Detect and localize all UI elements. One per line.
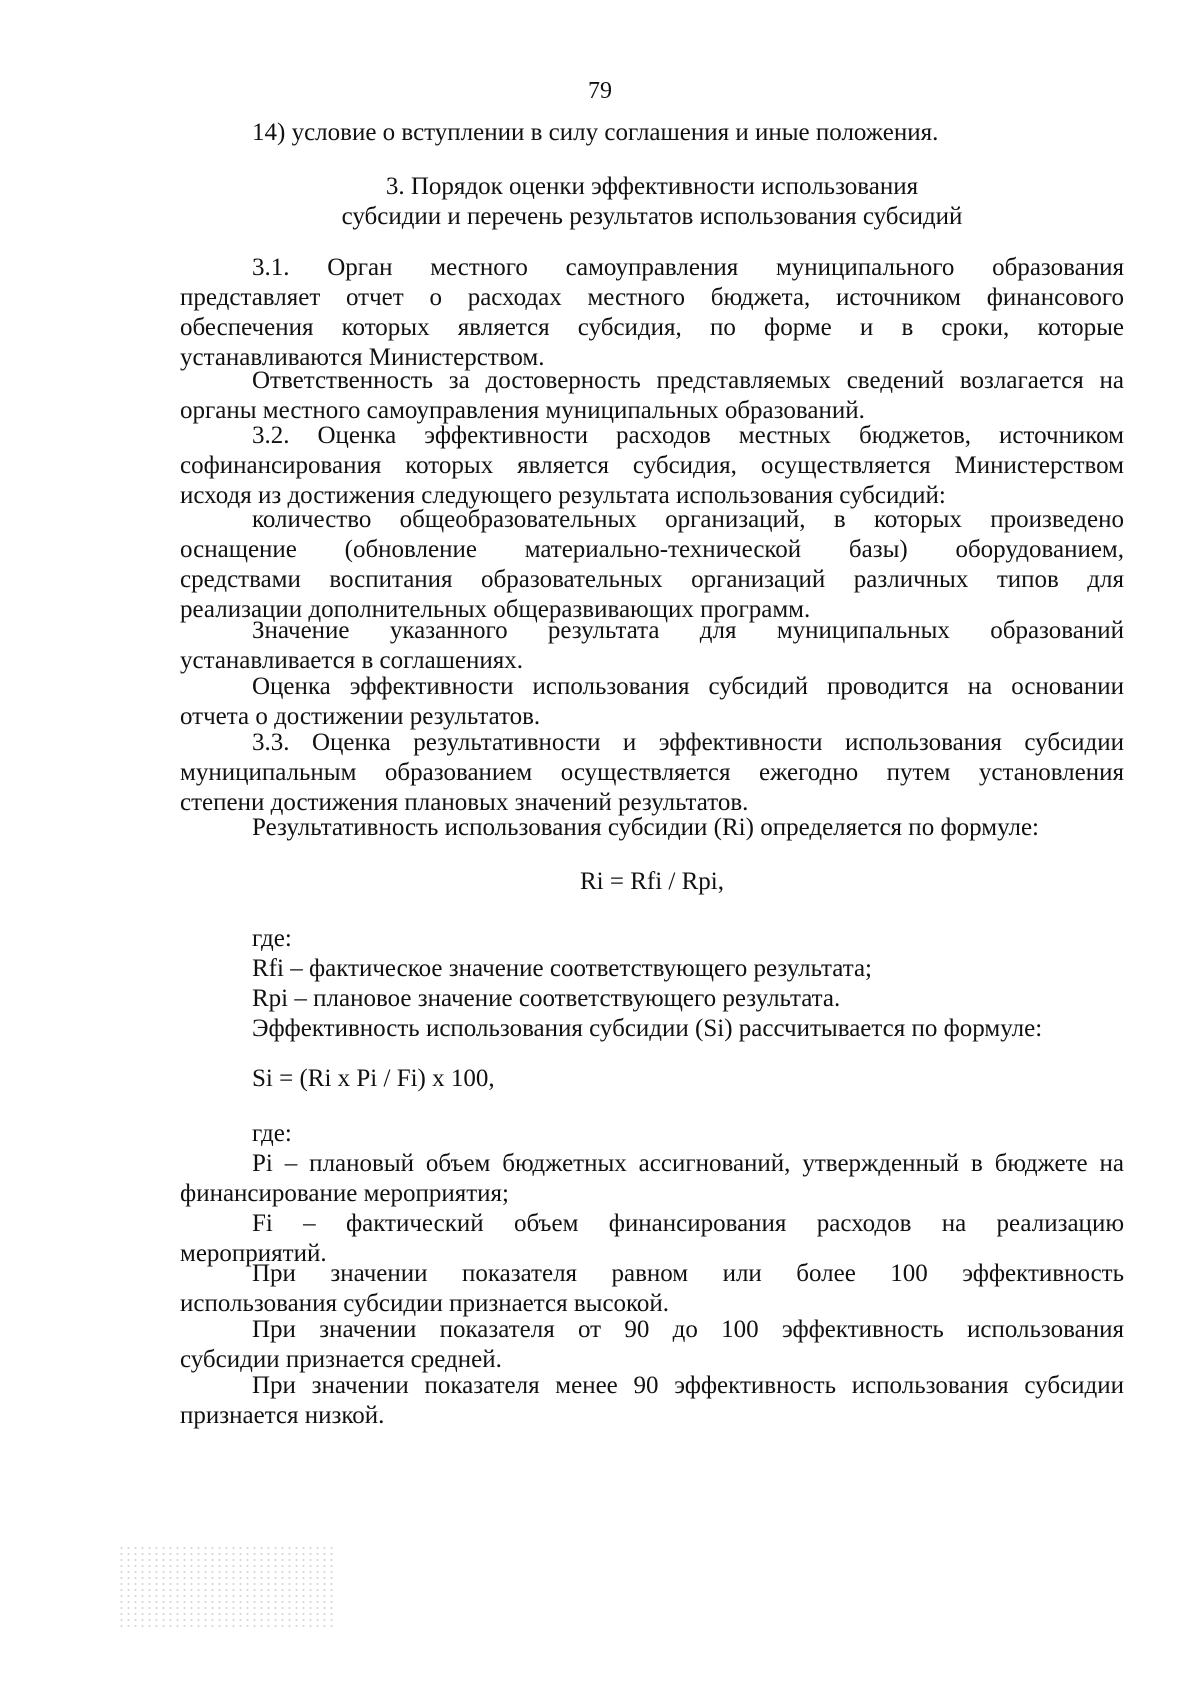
paragraph-3-3	[180, 728, 1124, 818]
item-14	[180, 118, 1124, 148]
paragraph-line: признается низкой.	[180, 1402, 385, 1429]
paragraph-line: При значении показателя равном или более 100 эффективность	[252, 1260, 1124, 1287]
paragraph-line: софинансирования которых является субсидия, осуществляется Министерством	[180, 452, 1124, 479]
paragraph-line: количество общеобразовательных организаций, в которых произведено	[252, 506, 1124, 533]
paragraph-low	[180, 1371, 1124, 1431]
formula-si: Si = (Ri x Pi / Fi) x 100,	[252, 1065, 495, 1092]
paragraph-line: субсидии признается средней.	[180, 1346, 502, 1373]
paragraph-assessment	[180, 672, 1124, 732]
paragraph-line: использования субсидии признается высокой.	[180, 1290, 670, 1317]
paragraph-line: При значении показателя от 90 до 100 эффективность использования	[252, 1316, 1124, 1343]
paragraph-line: отчета о достижении результатов.	[180, 703, 541, 730]
paragraph-3-2	[180, 421, 1124, 511]
section-heading-line-1: 3. Порядок оценки эффективности использования	[385, 173, 919, 200]
paragraph-line: При значении показателя менее 90 эффективность использования субсидии	[252, 1372, 1124, 1399]
paragraph-line: Результативность использования субсидии (Ri) определяется по формуле:	[252, 814, 1039, 841]
paragraph-si-intro: Эффективность использования субсидии (Si) рассчитывается по формуле:	[252, 1015, 1043, 1042]
paragraph-line: оснащение (обновление материально-технической базы) оборудованием,	[180, 536, 1124, 563]
paragraph-line: исходя из достижения следующего результата использования субсидий:	[180, 482, 946, 509]
section-heading	[180, 172, 1124, 232]
definition-fi: Fi – фактический объем финансирования расходов на реализацию	[252, 1210, 1124, 1237]
definition-pi: финансирование мероприятия;	[180, 1180, 510, 1207]
paragraph-line: 3.3. Оценка результативности и эффективности использования субсидии	[252, 729, 1124, 756]
paragraph-line: обеспечения которых является субсидия, по форме и в сроки, которые	[180, 314, 1124, 341]
paragraph-3-1	[180, 253, 1124, 373]
item-14-text: 14) условие о вступлении в силу соглашения и иные положения.	[252, 119, 939, 146]
paragraph-result	[180, 505, 1124, 625]
paragraph-responsibility	[180, 366, 1124, 426]
paragraph-medium	[180, 1315, 1124, 1375]
paragraph-line: муниципальным образованием осуществляется ежегодно путем установления	[180, 759, 1124, 786]
definition-pi: Pi – плановый объем бюджетных ассигнований, утвержденный в бюджете на	[252, 1150, 1124, 1177]
paragraph-line: средствами воспитания образовательных организаций различных типов для	[180, 566, 1124, 593]
paragraph-line: устанавливается в соглашениях.	[180, 647, 524, 674]
definitions-ri	[180, 924, 1124, 1044]
paragraph-value	[180, 616, 1124, 676]
paragraph-line: степени достижения плановых значений результатов.	[180, 789, 749, 816]
section-heading-line-2: субсидии и перечень результатов использования субсидий	[341, 203, 963, 230]
paragraph-line: 3.1. Орган местного самоуправления муниципального образования	[252, 254, 1124, 281]
page-number: 79	[588, 78, 612, 104]
definitions-si	[180, 1119, 1124, 1269]
paragraph-line: устанавливаются Министерством.	[180, 344, 545, 371]
formula-ri: Ri = Rfi / Rpi,	[580, 868, 724, 895]
paragraph-line: Ответственность за достоверность представляемых сведений возлагается на	[252, 367, 1124, 394]
paragraph-line: Значение указанного результата для муниципальных образований	[252, 617, 1124, 644]
paragraph-line: органы местного самоуправления муниципальных образований.	[180, 397, 865, 424]
where-label: где:	[252, 925, 292, 952]
paragraph-line: 3.2. Оценка эффективности расходов местных бюджетов, источником	[252, 422, 1124, 449]
definition-rpi: Rpi – плановое значение соответствующего результата.	[252, 985, 841, 1012]
paragraph-line: реализации дополнительных общеразвивающих программ.	[180, 596, 811, 623]
where-label: где:	[252, 1120, 292, 1147]
definition-rfi: Rfi – фактическое значение соответствующего результата;	[252, 955, 872, 982]
paragraph-high	[180, 1259, 1124, 1319]
paragraph-line: представляет отчет о расходах местного бюджета, источником финансового	[180, 284, 1124, 311]
definition-fi: мероприятий.	[180, 1240, 327, 1267]
paragraph-line: Оценка эффективности использования субсидий проводится на основании	[252, 673, 1124, 700]
faded-stamp-mark	[118, 1545, 336, 1627]
paragraph-ri-intro	[180, 813, 1124, 843]
